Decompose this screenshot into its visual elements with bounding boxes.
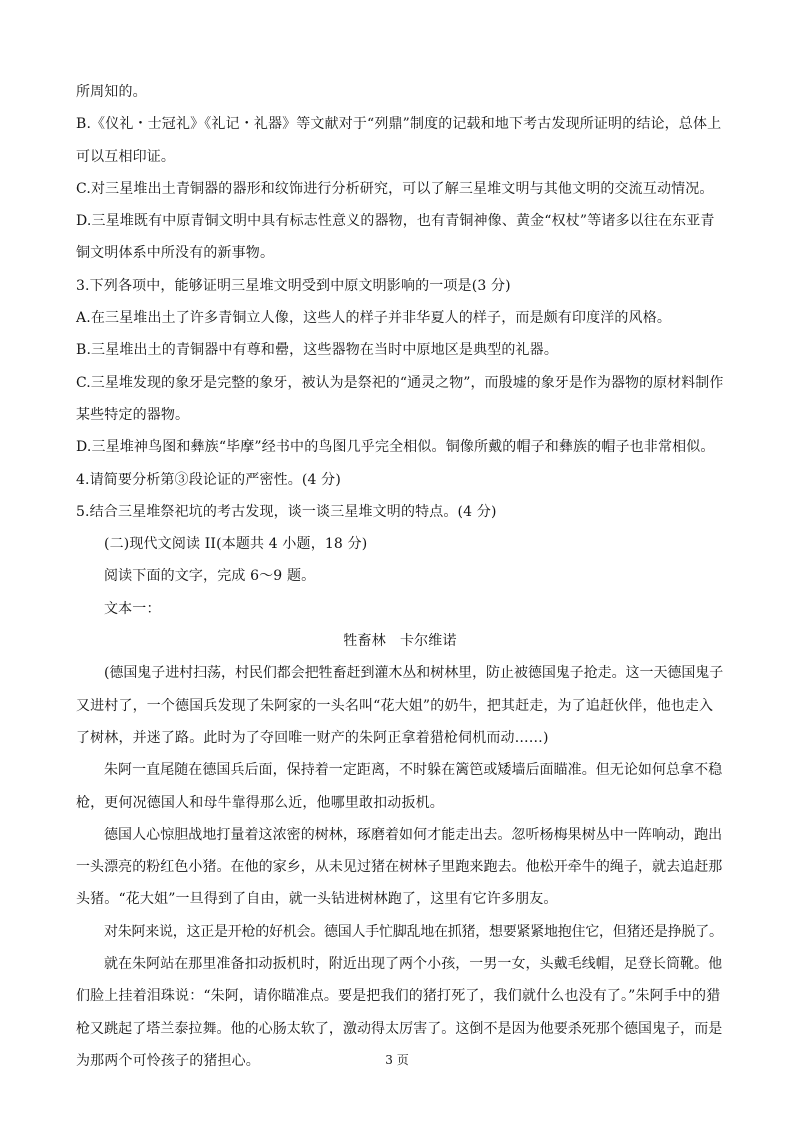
option-c: C.对三星堆出土青铜器的器形和纹饰进行分析研究，可以了解三星堆文明与其他文明的交流互动情况。 xyxy=(76,180,714,197)
paragraph-1-line-2: 枪，更何况德国人和母牛靠得那么近，他哪里敢扣动扳机。 xyxy=(76,794,444,811)
option-b-line-1: B.《仪礼・士冠礼》《礼记・礼器》等文献对于“列鼎”制度的记载和地下考古发现所证明的结论，总体上 xyxy=(76,116,722,133)
line-1-continuation: 所周知的。 xyxy=(76,84,147,100)
page-body xyxy=(76,76,724,1077)
text-one-label: 文本一： xyxy=(104,600,161,617)
paragraph-4-line-3: 枪又跳起了塔兰泰拉舞。他的心肠太软了，激动得太厉害了。这倒不是因为他要杀死那个德国鬼子，而是 xyxy=(76,1020,723,1037)
paragraph-1-line-1: 朱阿一直尾随在德国兵后面，保持着一定距离，不时躲在篱笆或矮墙后面瞄准。但无论如何总拿不稳 xyxy=(104,762,723,779)
story-title: 牲畜林 卡尔维诺 xyxy=(343,633,457,650)
paragraph-3: 对朱阿来说，这正是开枪的好机会。德国人手忙脚乱地在抓猪，想要紧紧地抱住它，但猪还是挣脱了。 xyxy=(104,923,723,940)
paragraph-4-line-1: 就在朱阿站在那里准备扣动扳机时，附近出现了两个小孩，一男一女，头戴毛线帽，足登长筒靴。他 xyxy=(104,956,723,973)
story-intro-line-3: 了树林，并迷了路。此时为了夺回唯一财产的朱阿正拿着猎枪伺机而动……) xyxy=(76,729,549,746)
q3-option-c-line-2: 某些特定的器物。 xyxy=(76,406,190,423)
page-number: 3 页 xyxy=(385,1053,409,1067)
q3-option-a: A.在三星堆出土了许多青铜立人像，这些人的样子并非华夏人的样子，而是颇有印度洋的风格。 xyxy=(76,310,672,327)
q3-option-b: B.三星堆出土的青铜器中有尊和罍，这些器物在当时中原地区是典型的礼器。 xyxy=(76,342,558,359)
paragraph-4-line-2: 们脸上挂着泪珠说：“朱阿，请你瞄准点。要是把我们的猪打死了，我们就什么也没有了。”朱阿手中的猎 xyxy=(76,988,721,1005)
option-b-line-2: 可以互相印证。 xyxy=(76,148,176,165)
reading-instruction: 阅读下面的文字，完成 6～9 题。 xyxy=(104,568,316,585)
story-intro-line-2: 又进村了，一个德国兵发现了朱阿家的一头名叫“花大姐”的奶牛，把其赶走，为了追赶伙伴，他也走入 xyxy=(76,697,714,714)
q3-option-d: D.三星堆神鸟图和彝族“毕摩”经书中的鸟图几乎完全相似。铜像所戴的帽子和彝族的帽子也非常相似。 xyxy=(76,439,715,456)
question-3: 3.下列各项中，能够证明三星堆文明受到中原文明影响的一项是(3 分) xyxy=(76,277,511,294)
question-5: 5.结合三星堆祭祀坑的考古发现，谈一谈三星堆文明的特点。(4 分) xyxy=(76,503,497,520)
paragraph-2-line-3: 头猪。“花大姐”一旦得到了自由，就一头钻进树林跑了，这里有它许多朋友。 xyxy=(76,891,558,908)
paragraph-2-line-2: 一头漂亮的粉红色小猪。在他的家乡，从未见过猪在树林子里跑来跑去。他松开牵牛的绳子，就去追赶那 xyxy=(76,859,723,876)
story-intro-line-1: (德国鬼子进村扫荡，村民们都会把牲畜赶到灌木丛和树林里，防止被德国鬼子抢走。这一天德国鬼子 xyxy=(104,665,724,682)
paragraph-4-line-4: 为那两个可怜孩子的猪担心。 xyxy=(76,1052,260,1069)
paragraph-2-line-1: 德国人心惊胆战地打量着这浓密的树林，琢磨着如何才能走出去。忽听杨梅果树丛中一阵响动，跑出 xyxy=(104,826,723,843)
option-d-line-2: 铜文明体系中所没有的新事物。 xyxy=(76,245,275,262)
question-4: 4.请简要分析第③段论证的严密性。(4 分) xyxy=(76,471,341,488)
option-d-line-1: D.三星堆既有中原青铜文明中具有标志性意义的器物，也有青铜神像、黄金“权杖”等诸多以往在东亚青 xyxy=(76,213,715,230)
section-heading: (二)现代文阅读 II(本题共 4 小题，18 分) xyxy=(104,536,368,553)
q3-option-c-line-1: C.三星堆发现的象牙是完整的象牙，被认为是祭祀的“通灵之物”，而殷墟的象牙是作为器物的原材料制作 xyxy=(76,374,724,391)
